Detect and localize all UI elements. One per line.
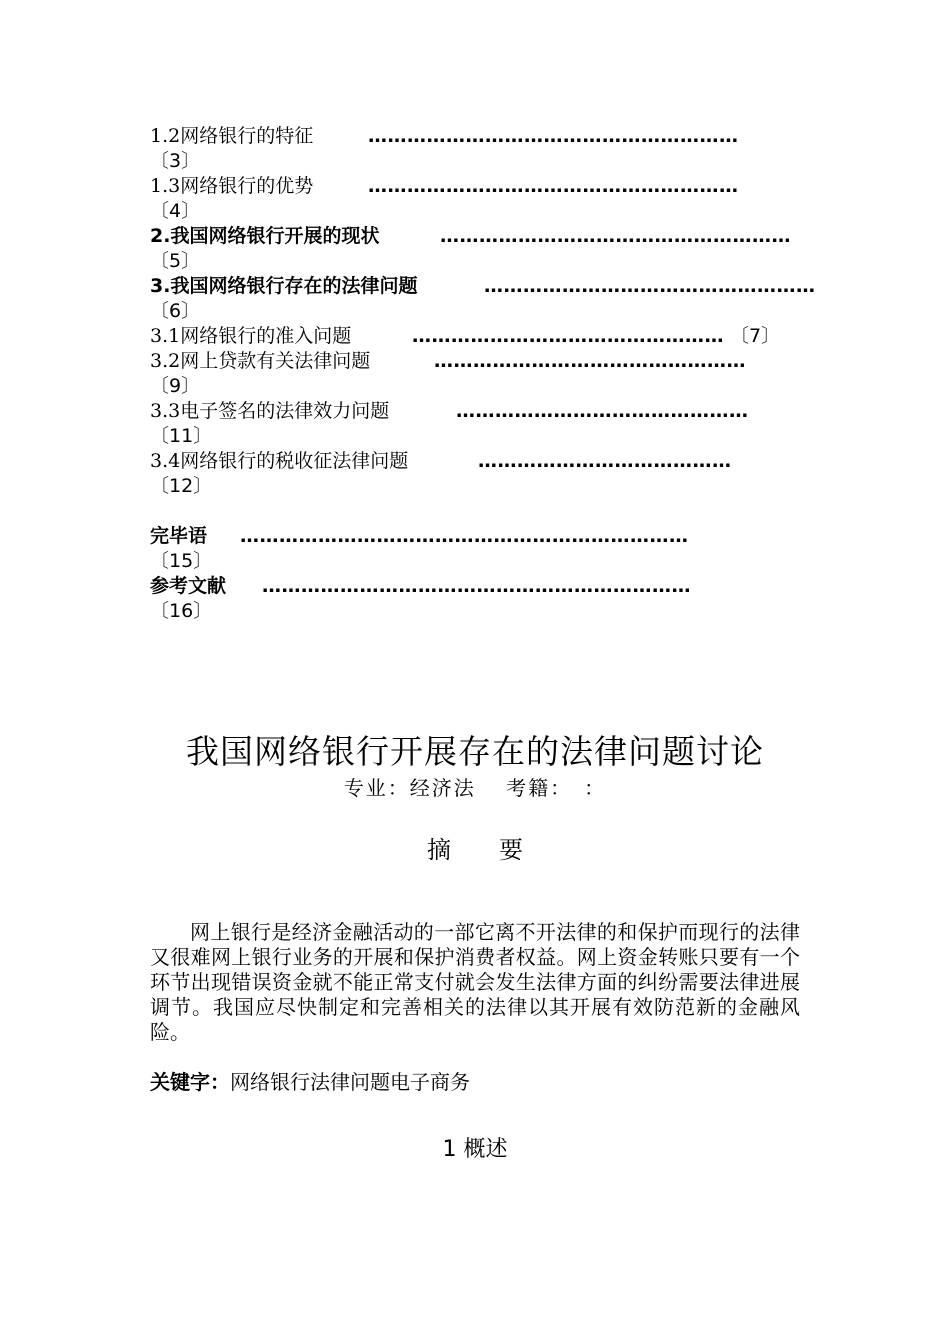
toc-entry-references[interactable]: [150, 573, 691, 599]
toc-leader: ……………………………………………: [484, 275, 816, 297]
toc-leader: …………………………………………………: [368, 175, 739, 197]
keywords: [150, 1069, 470, 1095]
toc-page-number: 〔15〕: [150, 550, 213, 572]
toc-label: 1.2网络银行的特征: [150, 125, 314, 147]
toc-page-number: 〔6〕: [150, 300, 201, 322]
toc-label: 3.4网络银行的税收征法律问题: [150, 450, 409, 472]
toc-entry-1-2[interactable]: [150, 123, 739, 149]
toc-label: 参考文献: [150, 575, 227, 597]
toc-label: 3.我国网络银行存在的法律问题: [150, 275, 418, 297]
toc-page-number: 〔16〕: [150, 600, 213, 622]
toc-entry-3-2[interactable]: [150, 348, 746, 374]
toc-entry-3-3[interactable]: [150, 398, 749, 424]
toc-leader: ………………………………………………: [440, 225, 791, 247]
toc-entry-1-3[interactable]: [150, 173, 739, 199]
toc-entry-conclusion[interactable]: [150, 523, 689, 549]
section-heading: 1 概述: [442, 1137, 508, 1162]
toc-label: 3.2网上贷款有关法律问题: [150, 350, 371, 372]
toc-page-number: 〔12〕: [150, 475, 213, 497]
page-title: 我国网络银行开展存在的法律问题讨论: [186, 732, 764, 771]
toc-page-number: 〔5〕: [150, 250, 201, 272]
toc-leader: ……………………………………………………………: [240, 525, 689, 547]
toc-leader: …………………………………………: [434, 350, 746, 372]
toc-entry-3-4[interactable]: [150, 448, 732, 474]
toc-page-number: 〔11〕: [150, 425, 213, 447]
toc-leader: …………………………………………………: [368, 125, 739, 147]
toc-label: 完毕语: [150, 525, 208, 547]
toc-label: 1.3网络银行的优势: [150, 175, 314, 197]
toc-leader: ………………………………………: [456, 400, 749, 422]
toc-page-number: 〔7〕: [730, 325, 781, 347]
toc-leader: …………………………………………: [412, 325, 724, 347]
toc-leader: …………………………………………………………: [262, 575, 691, 597]
subtitle: 专业：经济法 考籍： ：: [343, 776, 607, 800]
keywords-label: 关键字：: [150, 1070, 230, 1094]
toc-label: 3.3电子签名的法律效力问题: [150, 400, 390, 422]
keywords-value: 网络银行法律问题电子商务: [230, 1070, 470, 1094]
toc-page-number: 〔9〕: [150, 375, 201, 397]
toc-label: 2.我国网络银行开展的现状: [150, 225, 380, 247]
toc-page-number: 〔4〕: [150, 200, 201, 222]
toc-entry-3-1[interactable]: [150, 323, 781, 349]
toc-leader: …………………………………: [478, 450, 732, 472]
toc-entry-3[interactable]: [150, 273, 816, 299]
abstract-heading: 摘要: [427, 836, 571, 864]
toc-entry-2[interactable]: [150, 223, 791, 249]
abstract-body: 网上银行是经济金融活动的一部它离不开法律的和保护而现行的法律又很难网上银行业务的开展和保护消费者权益。网上资金转账只要有一个环节出现错误资金就不能正常支付就会发生法律方面的纠纷需要法律进展调节。我国应尽快制定和完善相关的法律以其开展有效防范新的金融风险。: [150, 920, 800, 1044]
toc-label: 3.1网络银行的准入问题: [150, 325, 352, 347]
toc-page-number: 〔3〕: [150, 150, 201, 172]
